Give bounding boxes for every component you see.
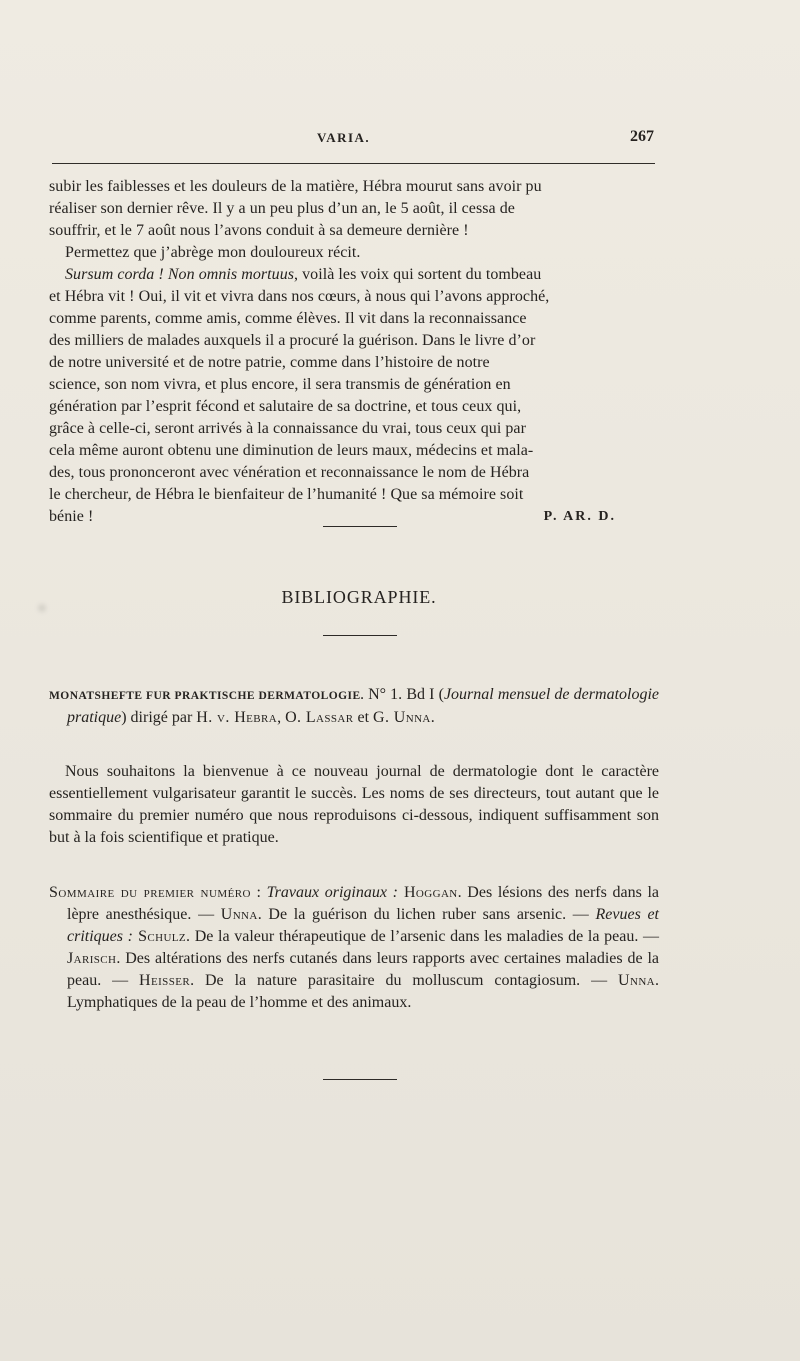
text-line: subir les faiblesses et les douleurs de la matière, Hébra mourut sans avoir pu [49, 178, 542, 195]
editor-name: O. Lassar [285, 709, 354, 726]
italic-quote: Sursum corda ! [65, 266, 168, 283]
italic-quote: Non omnis mortuus [167, 266, 295, 283]
summary-author: Unna [220, 906, 258, 923]
text-line-with-quote [49, 264, 659, 286]
text-line: le chercheur, de Hébra le bienfaiteur de l’humanité ! Que sa mémoire soit [49, 486, 524, 503]
closing-line [49, 506, 659, 528]
summary-paragraph [49, 882, 659, 1014]
text-line: réaliser son dernier rêve. Il y a un peu plus d’un an, le 5 août, il cessa de [49, 200, 515, 217]
text-line: de notre université et de notre patrie, comme dans l’histoire de notre [49, 354, 490, 371]
section-heading: BIBLIOGRAPHIE. [281, 587, 437, 607]
text-line: et Hébra vit ! Oui, il vit et vivra dans nos cœurs, à nous qui l’avons approché, [49, 288, 550, 305]
text-line: comme parents, comme amis, comme élèves. Il vit dans la reconnaissance [49, 310, 527, 327]
bibliography-entry-heading [49, 684, 659, 729]
summary-text: . De la nature parasitaire du molluscum contagiosum. — [190, 972, 619, 989]
journal-translation: Journal mensuel de dermatologie pratique [67, 686, 660, 726]
summary-text: . De la guérison du lichen ruber sans arsenic. — [257, 906, 596, 923]
page-number: 267 [630, 128, 654, 145]
text-line: science, son nom vivra, et plus encore, il sera transmis de génération en [49, 376, 511, 393]
text-line: Permettez que j’abrège mon douloureux récit. [65, 244, 361, 261]
summary-author: Schulz [133, 928, 187, 945]
header-rule [52, 163, 655, 164]
running-head [48, 130, 660, 150]
summary-section: Travaux originaux : [266, 884, 398, 901]
editor-name: H. v. Hebra [196, 709, 278, 726]
text-line: génération par l’esprit fécond et salutaire de sa doctrine, et tous ceux qui, [49, 398, 522, 415]
editor-name: G. Unna [373, 709, 431, 726]
summary-label: Sommaire du premier numéro [49, 884, 251, 901]
page-smudge [38, 604, 46, 612]
bibliography-entry-title [49, 684, 659, 729]
heading-divider [323, 635, 397, 636]
text-line: cela même auront obtenu une diminution de leurs maux, médecins et mala- [49, 442, 534, 459]
end-divider [323, 1079, 397, 1080]
text-line: des, tous prononceront avec vénération et reconnaissance le nom de Hébra [49, 464, 530, 481]
directed-by: ) dirigé par [121, 709, 197, 726]
closing-text: bénie ! [49, 508, 94, 525]
summary-author: Heisser [139, 972, 191, 989]
summary-author: Jarisch [67, 950, 117, 967]
journal-number: N° 1. Bd I ( [363, 686, 444, 703]
article-continuation [49, 176, 659, 528]
text-line: des milliers de malades auxquels il a procuré la guérison. Dans le livre d’or [49, 332, 536, 349]
summary-colon: : [250, 884, 267, 901]
summary-text: . De la valeur thérapeutique de l’arsenic dans les maladies de la peau. — [186, 928, 660, 945]
summary-author: Unna [618, 972, 656, 989]
summary-section: Revues et critiques : [67, 906, 660, 945]
editor-separator: et [353, 709, 374, 726]
summary-author: Hoggan [397, 884, 458, 901]
bibliography-summary [49, 882, 659, 1014]
text-line: souffrir, et le 7 août nous l’avons conduit à sa demeure dernière ! [49, 222, 469, 239]
summary-text: . Des altérations des nerfs cutanés dans leurs rapports avec certaines maladies de la peau. — [67, 950, 659, 989]
editor-separator: , [277, 709, 286, 726]
final-period: . [430, 709, 435, 726]
text-segment: , voilà les voix qui sortent du tombeau [294, 266, 542, 283]
running-head-title: VARIA. [317, 130, 371, 145]
text-line: grâce à celle-ci, seront arrivés à la connaissance du vrai, tous ceux qui par [49, 420, 526, 437]
section-divider [323, 526, 397, 527]
summary-text: . Des lésions des nerfs dans la lèpre anesthésique. — [67, 884, 660, 923]
review-paragraph: Nous souhaitons la bienvenue à ce nouveau journal de dermatologie dont le caractère essentiellement vulgarisateur garantit le succès. Les noms de ses directeurs, tout autant que le sommaire du premier numéro que nous reproduisons ci-dessous, indiquent suffisamment son but à la fois scientifique et pratique. [49, 763, 659, 846]
summary-text: . Lymphatiques de la peau de l’homme et des animaux. [67, 972, 660, 1011]
bibliography-entry-body [49, 761, 659, 849]
signature: P. AR. D. [543, 509, 616, 524]
journal-name: MONATSHEFTE FUR PRAKTISCHE DERMATOLOGIE. [49, 690, 364, 702]
